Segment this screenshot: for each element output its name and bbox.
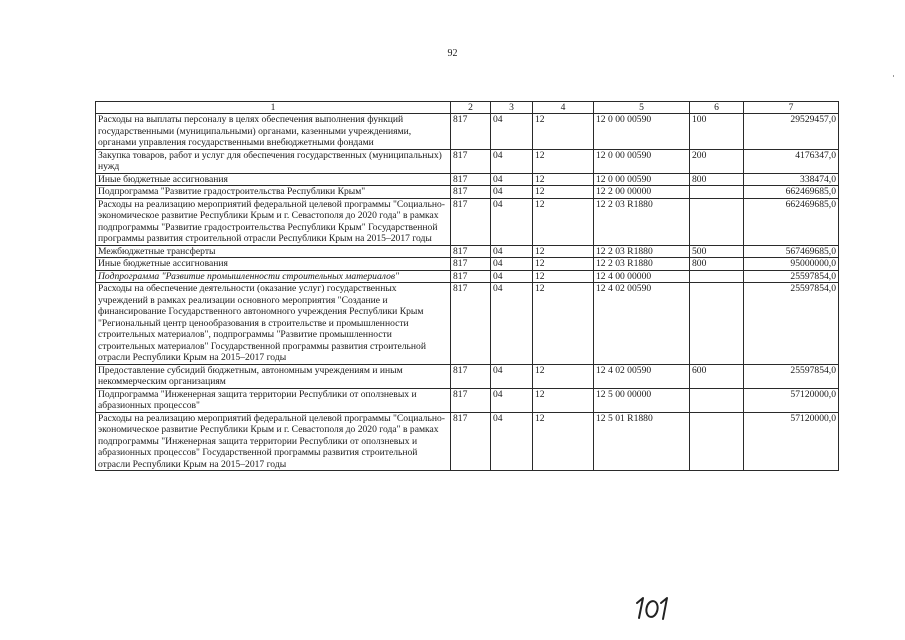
cell-target-article: 12 0 00 00590 bbox=[594, 149, 690, 173]
cell-subsection: 12 bbox=[533, 114, 594, 150]
cell-section: 04 bbox=[491, 258, 533, 271]
cell-ministry-code: 817 bbox=[451, 388, 491, 412]
cell-expense-type: 100 bbox=[690, 114, 744, 150]
cell-section: 04 bbox=[491, 149, 533, 173]
cell-section: 04 bbox=[491, 270, 533, 283]
table-row bbox=[96, 198, 839, 245]
cell-amount: 95000000,0 bbox=[744, 258, 839, 271]
cell-amount: 338474,0 bbox=[744, 173, 839, 186]
table-row bbox=[96, 245, 839, 258]
cell-ministry-code: 817 bbox=[451, 245, 491, 258]
table-row bbox=[96, 114, 839, 150]
table-row bbox=[96, 258, 839, 271]
column-header: 3 bbox=[491, 102, 533, 114]
cell-ministry-code: 817 bbox=[451, 114, 491, 150]
cell-target-article: 12 5 00 00000 bbox=[594, 388, 690, 412]
cell-amount: 25597854,0 bbox=[744, 283, 839, 365]
cell-description: Подпрограмма "Инженерная защита территории Республики от оползневых и абразионных процессов" bbox=[96, 388, 451, 412]
cell-description: Иные бюджетные ассигнования bbox=[96, 173, 451, 186]
cell-amount: 57120000,0 bbox=[744, 412, 839, 471]
cell-ministry-code: 817 bbox=[451, 412, 491, 471]
cell-target-article: 12 4 02 00590 bbox=[594, 283, 690, 365]
cell-ministry-code: 817 bbox=[451, 270, 491, 283]
cell-subsection: 12 bbox=[533, 149, 594, 173]
cell-ministry-code: 817 bbox=[451, 283, 491, 365]
cell-target-article: 12 5 01 R1880 bbox=[594, 412, 690, 471]
cell-section: 04 bbox=[491, 186, 533, 199]
cell-expense-type: 800 bbox=[690, 173, 744, 186]
handwritten-page-mark bbox=[634, 594, 674, 622]
cell-target-article: 12 2 03 R1880 bbox=[594, 245, 690, 258]
cell-expense-type bbox=[690, 412, 744, 471]
table-row bbox=[96, 149, 839, 173]
cell-description: Расходы на реализацию мероприятий федеральной целевой программы "Социально-экономическое развитие Республики Крым и г. Севастополя до 2020 года" в рамках подпрограммы "Инженерная защита территории Республики от оползневых и абразионных процессов" Государственной программы развития строительной отрасли Республики Крым на 2015–2017 годы bbox=[96, 412, 451, 471]
cell-description: Подпрограмма "Развитие промышленности строительных материалов" bbox=[96, 270, 451, 283]
column-header: 1 bbox=[96, 102, 451, 114]
cell-target-article: 12 2 03 R1880 bbox=[594, 198, 690, 245]
scan-mark bbox=[893, 75, 894, 77]
cell-description: Расходы на обеспечение деятельности (оказание услуг) государственных учреждений в рамках реализации основного мероприятия "Создание и финансирование Государственного автономного учреждения Республики Крым "Региональный центр ценообразования в строительстве и промышленности строительных материалов", подпрограммы "Развитие промышленности строительных материалов" Государственной программы развития строительной отрасли Республики Крым на 2015–2017 годы bbox=[96, 283, 451, 365]
cell-ministry-code: 817 bbox=[451, 198, 491, 245]
table-row bbox=[96, 412, 839, 471]
cell-subsection: 12 bbox=[533, 258, 594, 271]
cell-expense-type bbox=[690, 270, 744, 283]
cell-ministry-code: 817 bbox=[451, 186, 491, 199]
cell-subsection: 12 bbox=[533, 270, 594, 283]
cell-target-article: 12 2 00 00000 bbox=[594, 186, 690, 199]
cell-expense-type: 200 bbox=[690, 149, 744, 173]
cell-section: 04 bbox=[491, 245, 533, 258]
cell-section: 04 bbox=[491, 364, 533, 388]
cell-description: Предоставление субсидий бюджетным, автономным учреждениям и иным некоммерческим организациям bbox=[96, 364, 451, 388]
cell-subsection: 12 bbox=[533, 245, 594, 258]
cell-amount: 4176347,0 bbox=[744, 149, 839, 173]
cell-amount: 662469685,0 bbox=[744, 198, 839, 245]
table-row bbox=[96, 270, 839, 283]
table-header-row bbox=[96, 102, 839, 114]
cell-expense-type: 500 bbox=[690, 245, 744, 258]
cell-description: Закупка товаров, работ и услуг для обеспечения государственных (муниципальных) нужд bbox=[96, 149, 451, 173]
column-header: 7 bbox=[744, 102, 839, 114]
budget-table bbox=[95, 101, 839, 471]
cell-amount: 567469685,0 bbox=[744, 245, 839, 258]
cell-expense-type bbox=[690, 283, 744, 365]
cell-expense-type bbox=[690, 198, 744, 245]
cell-ministry-code: 817 bbox=[451, 364, 491, 388]
cell-target-article: 12 2 03 R1880 bbox=[594, 258, 690, 271]
cell-description: Межбюджетные трансферты bbox=[96, 245, 451, 258]
table-row bbox=[96, 173, 839, 186]
cell-amount: 25597854,0 bbox=[744, 270, 839, 283]
column-header: 2 bbox=[451, 102, 491, 114]
cell-ministry-code: 817 bbox=[451, 149, 491, 173]
cell-subsection: 12 bbox=[533, 364, 594, 388]
cell-subsection: 12 bbox=[533, 388, 594, 412]
table-row bbox=[96, 364, 839, 388]
table-body bbox=[96, 114, 839, 471]
table-row bbox=[96, 186, 839, 199]
cell-description: Расходы на выплаты персоналу в целях обеспечения выполнения функций государственными (муниципальными) органами, казенными учреждениями, органами управления государственными внебюджетными фондами bbox=[96, 114, 451, 150]
cell-subsection: 12 bbox=[533, 283, 594, 365]
cell-section: 04 bbox=[491, 198, 533, 245]
cell-subsection: 12 bbox=[533, 173, 594, 186]
column-header: 5 bbox=[594, 102, 690, 114]
cell-ministry-code: 817 bbox=[451, 258, 491, 271]
cell-description: Иные бюджетные ассигнования bbox=[96, 258, 451, 271]
cell-target-article: 12 0 00 00590 bbox=[594, 173, 690, 186]
cell-section: 04 bbox=[491, 114, 533, 150]
cell-subsection: 12 bbox=[533, 198, 594, 245]
cell-expense-type bbox=[690, 186, 744, 199]
cell-section: 04 bbox=[491, 412, 533, 471]
cell-amount: 29529457,0 bbox=[744, 114, 839, 150]
table-row bbox=[96, 388, 839, 412]
column-header: 4 bbox=[533, 102, 594, 114]
cell-ministry-code: 817 bbox=[451, 173, 491, 186]
column-header: 6 bbox=[690, 102, 744, 114]
cell-section: 04 bbox=[491, 388, 533, 412]
cell-target-article: 12 0 00 00590 bbox=[594, 114, 690, 150]
cell-amount: 25597854,0 bbox=[744, 364, 839, 388]
cell-section: 04 bbox=[491, 173, 533, 186]
table-row bbox=[96, 283, 839, 365]
cell-description: Подпрограмма "Развитие градостроительства Республики Крым" bbox=[96, 186, 451, 199]
cell-expense-type: 800 bbox=[690, 258, 744, 271]
cell-target-article: 12 4 02 00590 bbox=[594, 364, 690, 388]
cell-subsection: 12 bbox=[533, 186, 594, 199]
cell-section: 04 bbox=[491, 283, 533, 365]
cell-expense-type: 600 bbox=[690, 364, 744, 388]
cell-subsection: 12 bbox=[533, 412, 594, 471]
cell-amount: 662469685,0 bbox=[744, 186, 839, 199]
page-number: 92 bbox=[447, 48, 458, 59]
cell-target-article: 12 4 00 00000 bbox=[594, 270, 690, 283]
cell-description: Расходы на реализацию мероприятий федеральной целевой программы "Социально-экономическое развитие Республики Крым и г. Севастополя до 2020 года" в рамках подпрограммы "Развитие градостроительства Республики Крым" Государственной программы развития строительной отрасли Республики Крым на 2015–2017 годы bbox=[96, 198, 451, 245]
cell-amount: 57120000,0 bbox=[744, 388, 839, 412]
cell-expense-type bbox=[690, 388, 744, 412]
